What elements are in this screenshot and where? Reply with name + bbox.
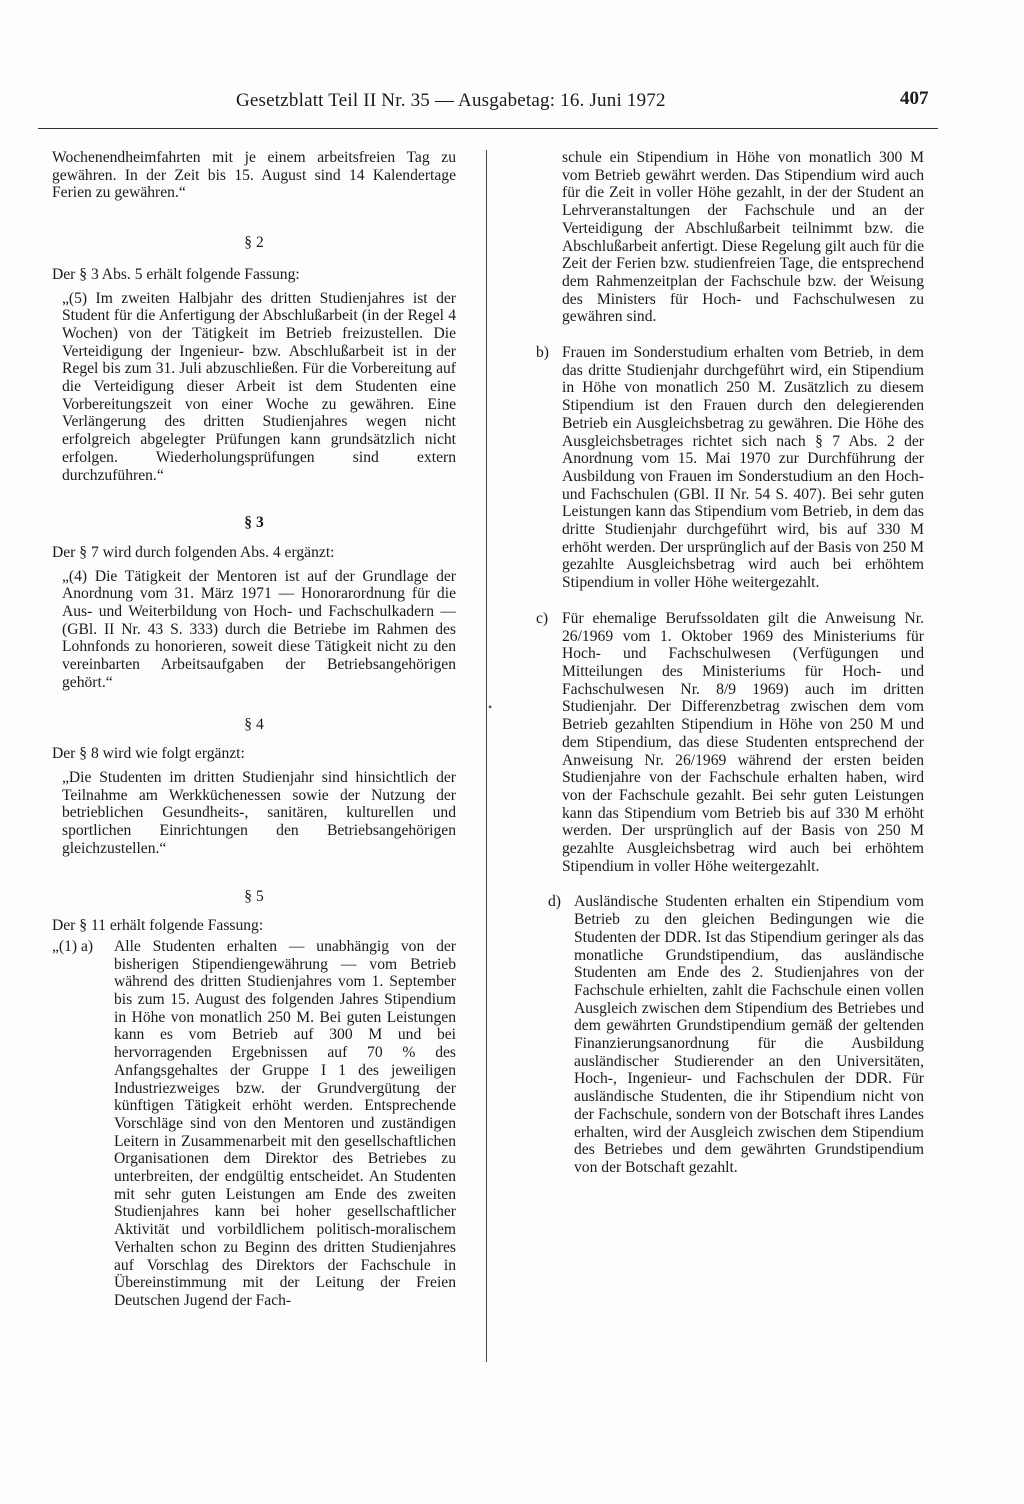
item-c-text: Für ehemalige Berufssoldaten gilt die Anweisung Nr. 26/1969 vom 1. Oktober 1969 des Ministeriums für Hoch- und Fachschulwesen (Verfügungen und Mitteilungen des Ministeriums für Hoch- und Fachschulwesen Nr. 8/9 1969) auch im dritten Studienjahr. Der Differenzbetrag zwischen dem vom Betrieb gezahlten Stipendium in Höhe von 250 M und dem Stipendium, das diese Studenten entsprechend der Anweisung Nr. 26/1969 während der ersten beiden Studienjahre von der Fachschule erhalten haben, wird von der Fachschule gezahlt. Bei sehr guten Leistungen kann das Stipendium vom Betrieb bis auf 330 M erhöht werden. Der ursprünglich auf der Basis von 250 M gezahlte Ausgleichsbetrag wird auch bei erhöhtem Stipendium in voller Höhe weitergezahlt.	[562, 609, 924, 875]
item-c-label: c)	[536, 609, 549, 627]
item-b-text: Frauen im Sonderstudium erhalten vom Betrieb, in dem das dritte Studienjahr durchgeführt wird, ein Stipendium in Höhe von monatlich 250 M. Zusätzlich zu diesem Stipendium ist den Frauen durch den delegierenden Betrieb ein Ausgleichsbetrag zu gewähren. Die Höhe des Ausgleichsbetrages richtet sich nach § 7 Abs. 2 der Anordnung vom 15. Mai 1970 zur Durchführung der Ausbildung von Frauen im Sonderstudium an den Hoch- und Fachschulen (GBl. II Nr. 54 S. 407). Bei sehr guten Leistungen kann das Stipendium vom Betrieb, in dem das dritte Studienjahr durchgeführt wird, bis auf 330 M erhöht werden. Der ursprünglich auf der Basis von 250 M gezahlte Ausgleichsbetrag wird auch bei erhöhtem Stipendium in voller Höhe weitergezahlt.	[562, 344, 924, 592]
item-a-text: Alle Studenten erhalten — unabhängig von der bisherigen Stipendiengewährung — vom Betrieb während des dritten Studienjahres vom 1. September bis zum 15. August des folgenden Jahres Stipendium in Höhe von monatlich 250 M. Bei guten Leistungen kann es vom Betrieb auf 300 M und bei hervorragenden Ergebnissen auf 70 % des Anfangsgehaltes der Gruppe I 1 des jeweiligen Industriezweiges bzw. der Grundvergütung der künftigen Tätigkeit erhöht werden. Entsprechende Vorschläge sind von den Mentoren und zuständigen Leitern in Zusammenarbeit mit den gesellschaftlichen Organisationen dem Direktor des Betriebes zu unterbreiten, der endgültig entscheidet. An Studenten mit sehr guten Leistungen am Ende des zweiten Studienjahres kann bei hoher gesellschaftlicher Aktivität und vorbildlichem politisch-moralischem Verhalten schon zu Beginn des dritten Studienjahres auf Vorschlag des Direktors der Fachschule in Übereinstimmung mit der Leitung der Freien Deutschen Jugend der Fach-	[114, 937, 456, 1309]
section-2-lead: Der § 3 Abs. 5 erhält folgende Fassung:	[52, 265, 300, 283]
left-intro-paragraph: Wochenendheimfahrten mit je einem arbeitsfreien Tag zu gewähren. In der Zeit bis 15. August sind 14 Kalendertage Ferien zu gewähren.“	[52, 149, 456, 202]
section-5-lead: Der § 11 erhält folgende Fassung:	[52, 917, 264, 935]
section-3-text: „(4) Die Tätigkeit der Mentoren ist auf der Grundlage der Anordnung vom 31. März 1971 — Honorarordnung für die Aus- und Weiterbildung von Hoch- und Fachschulkadern — (GBl. II Nr. 43 S. 333) durch die Betriebe im Rahmen des Lohnfonds zu honorieren, soweit diese Tätigkeit nicht zu den vereinbarten Arbeitsaufgaben der Betriebsangehörigen gehört.“	[62, 567, 456, 691]
scan-speck: •	[488, 700, 493, 714]
section-heading-3: § 3	[244, 514, 264, 532]
item-b-label: b)	[536, 344, 549, 362]
item-d	[548, 893, 924, 1176]
item-d-text: Ausländische Studenten erhalten ein Stipendium vom Betrieb zu den gleichen Bedingungen wie die Studenten der DDR. Ist das Stipendium geringer als das monatliche Grundstipendium, das ausländische Studenten am Ende des 2. Studienjahres von der Fachschule erhielten, zahlt die Fachschule einen vollen Ausgleich zwischen dem Stipendium des Betriebes und dem gewährten Grundstipendium gemäß der geltenden Finanzierungsanordnung für die Ausbildung ausländischer Studierender an den Universitäten, Hoch-, Ingenieur- und Fachschulen der DDR. Für ausländische Studenten, die ihr Stipendium nicht von der Fachschule, sondern von der Botschaft ihres Landes erhalten, wird der Ausgleich zwischen dem Stipendium des Betriebes und dem gewährten Grundstipendium von der Botschaft gezahlt.	[574, 893, 924, 1176]
section-heading-4: § 4	[244, 715, 264, 733]
header-rule	[38, 128, 938, 129]
section-4-lead: Der § 8 wird wie folgt ergänzt:	[52, 745, 245, 763]
section-heading-5: § 5	[244, 887, 264, 905]
section-3-lead: Der § 7 wird durch folgenden Abs. 4 ergänzt:	[52, 543, 335, 561]
item-b	[536, 344, 924, 592]
page-number: 407	[900, 88, 929, 109]
section-5-item-a	[52, 938, 456, 1310]
item-c	[536, 610, 924, 876]
left-column	[52, 149, 456, 1310]
section-heading-2: § 2	[244, 234, 264, 252]
header-title: Gesetzblatt Teil II Nr. 35 — Ausgabetag: 16. Juni 1972	[236, 90, 666, 111]
section-4-text: „Die Studenten im dritten Studienjahr sind hinsichtlich der Teilnahme am Werkküchenessen sowie der Nutzung der betrieblichen Gesundheits-, sanitären, kulturellen und sportlichen Einrichtungen den Betriebsangehörigen gleichzustellen.“	[62, 768, 456, 857]
page-header	[38, 84, 938, 118]
right-column	[536, 149, 925, 1177]
section-2-text: „(5) Im zweiten Halbjahr des dritten Studienjahres ist der Student für die Anfertigung der Abschlußarbeit (in der Regel 4 Wochen) von der Tätigkeit im Betrieb freizustellen. Die Verteidigung der Ingenieur- bzw. Abschlußarbeit ist in der Regel bis zum 31. Juli abzuschließen. Für die Vorbereitung auf die Verteidigung dieser Arbeit ist dem Studenten eine Vorbereitungszeit von einer Woche zu gewähren. Eine Verlängerung des dritten Studienjahres wegen nicht erfolgreich abgelegter Prüfungen kann grundsätzlich nicht erfolgen. Wiederholungsprüfungen sind extern durchzuführen.“	[62, 289, 456, 484]
column-divider	[486, 150, 487, 1362]
item-a-label: „(1) a)	[52, 937, 94, 955]
item-a-continuation: schule ein Stipendium in Höhe von monatlich 300 M vom Betrieb gewährt werden. Das Stipendium wird auch für die Zeit in voller Höhe gezahlt, in der der Student an Lehrveranstaltungen der Fachschule und an der Verteidigung der Abschlußarbeit teilnimmt bzw. die Abschlußarbeit anfertigt. Diese Regelung gilt auch für die Zeit der Ferien bzw. studienfreien Tage, die entsprechend dem Rahmenzeitplan der Fachschule bzw. der Weisung des Ministers für Hoch- und Fachschulwesen zu gewähren sind.	[562, 149, 925, 326]
item-d-label: d)	[548, 893, 561, 911]
